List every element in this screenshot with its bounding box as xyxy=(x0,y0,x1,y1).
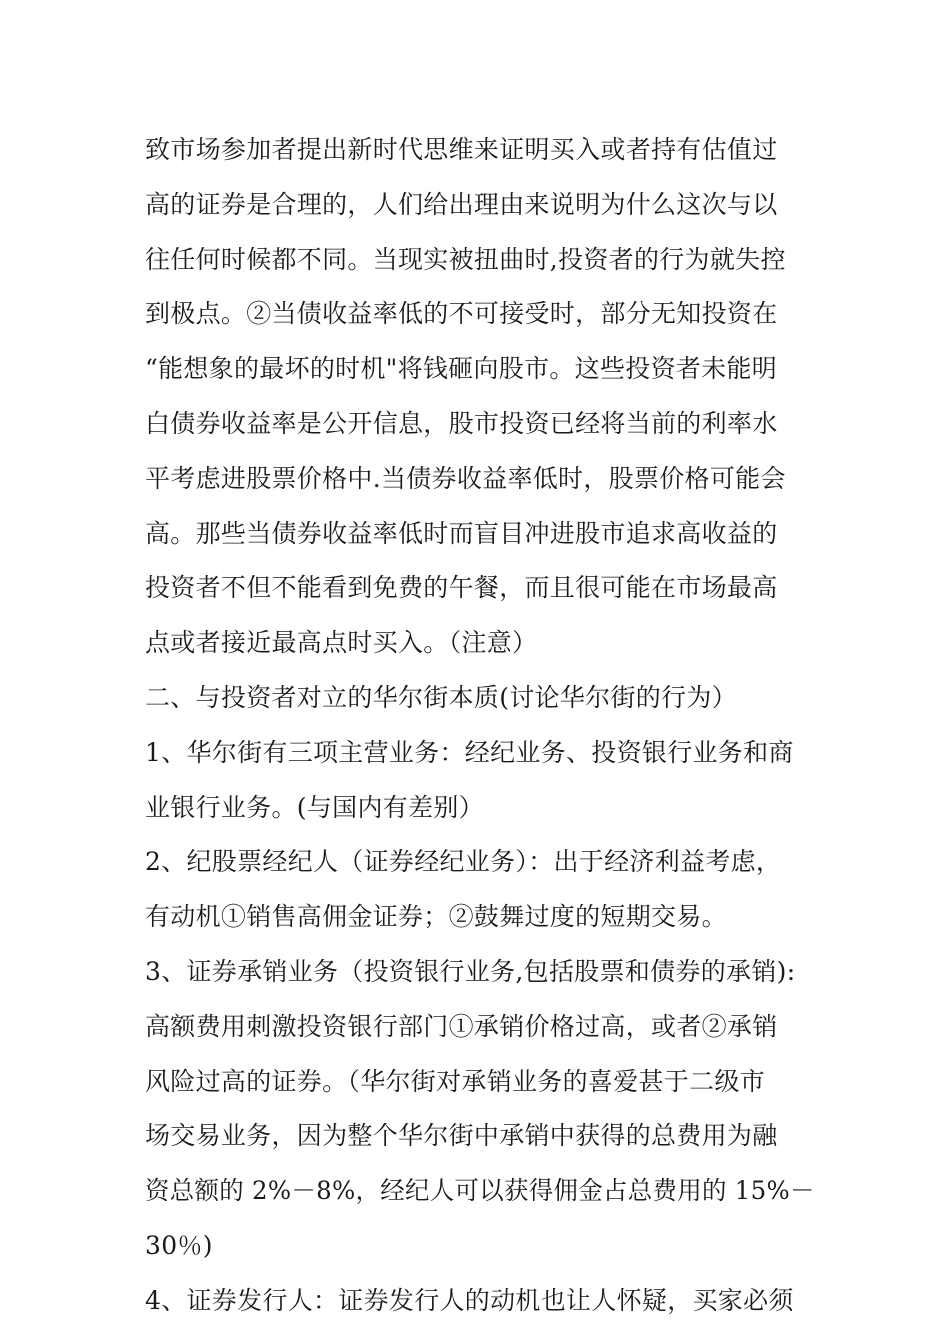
body-text xyxy=(145,128,815,1334)
list-item: 2、纪股票经纪人（证券经纪业务）：出于经济利益考虑， xyxy=(145,847,782,877)
text-line: 致市场参加者提出新时代思维来证明买入或者持有估值过 xyxy=(145,135,778,164)
text-line: 场交易业务，因为整个华尔街中承销中获得的总费用为融 xyxy=(145,1121,778,1151)
text-line: 风险过高的证券。（华尔街对承销业务的喜爱甚于二级市 xyxy=(145,1066,766,1096)
list-item: 1、华尔街有三项主营业务：经纪业务、投资银行业务和商 xyxy=(145,737,794,767)
text-line: 资总额的 2%－8%，经纪人可以获得佣金占总费用的 15%－ xyxy=(145,1176,815,1206)
text-line: 高的证券是合理的，人们给出理由来说明为什么这次与以 xyxy=(145,189,778,219)
list-item: 3、证券承销业务（投资银行业务,包括股票和债券的承销): xyxy=(145,956,796,986)
text-line: 到极点。②当债收益率低的不可接受时，部分无知投资在 xyxy=(145,299,778,329)
text-line: 平考虑进股票价格中.当债券收益率低时，股票价格可能会 xyxy=(145,463,786,493)
text-line: 往任何时候都不同。当现实被扭曲时,投资者的行为就失控 xyxy=(145,244,786,274)
list-item: 4、证券发行人：证券发行人的动机也让人怀疑，买家必须 xyxy=(145,1285,794,1315)
text-line: 高。那些当债券收益率低时而盲目冲进股市追求高收益的 xyxy=(145,518,778,548)
text-line: 业银行业务。(与国内有差别） xyxy=(145,792,484,822)
text-line: “能想象的最坏的时机"将钱砸向股市。这些投资者未能明 xyxy=(145,354,778,384)
text-line: 高额费用刺激投资银行部门①承销价格过高，或者②承销 xyxy=(145,1011,778,1041)
text-line: 白债券收益率是公开信息，股市投资已经将当前的利率水 xyxy=(145,408,778,438)
text-line: 有动机①销售高佣金证券；②鼓舞过度的短期交易。 xyxy=(145,902,727,932)
section-heading: 二、与投资者对立的华尔街本质(讨论华尔街的行为） xyxy=(145,682,737,712)
text-line: 点或者接近最高点时买入。（注意） xyxy=(145,628,538,658)
text-line: 投资者不但不能看到免费的午餐，而且很可能在市场最高 xyxy=(145,573,778,603)
text-line: 30％) xyxy=(145,1230,213,1260)
